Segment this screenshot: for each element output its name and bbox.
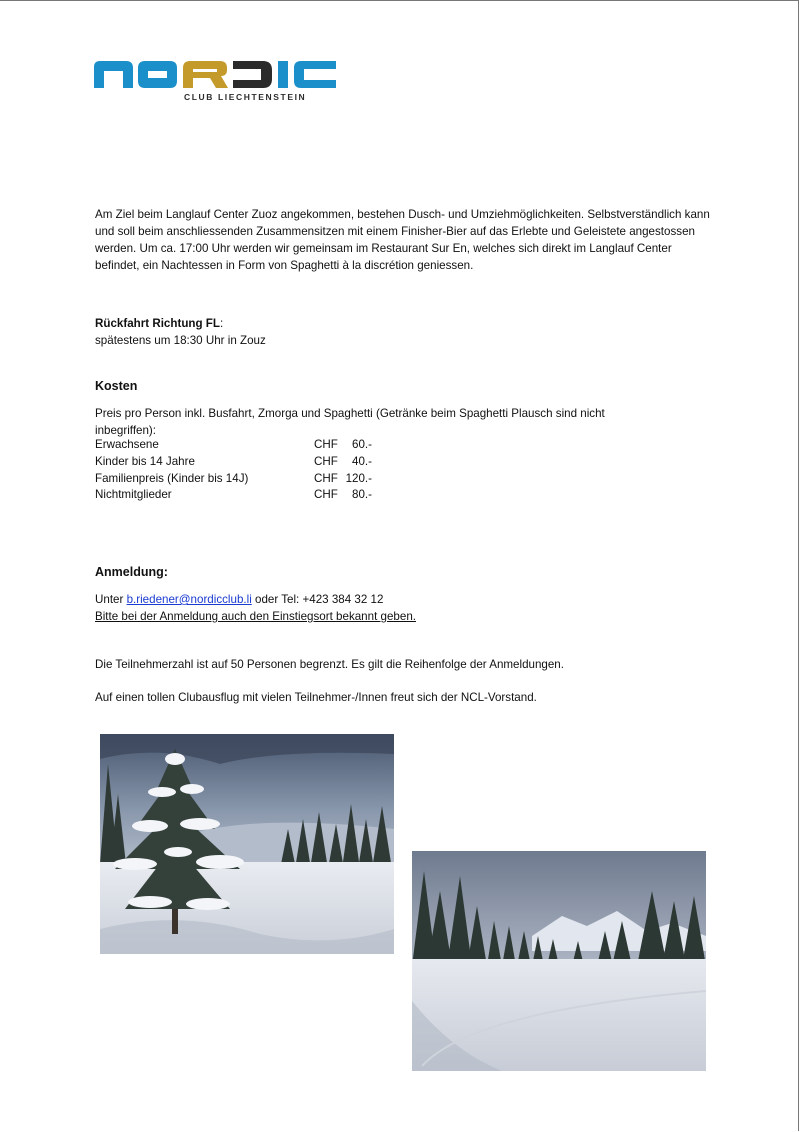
email-link[interactable]: b.riedener@nordicclub.li <box>126 593 252 606</box>
return-colon: : <box>219 317 224 330</box>
price-currency: CHF <box>314 472 338 485</box>
registration-heading: Anmeldung: <box>95 565 168 579</box>
return-text: spätestens um 18:30 Uhr in Zouz <box>95 334 266 347</box>
snow-tree-photo <box>100 734 394 954</box>
intro-paragraph: Am Ziel beim Langlauf Center Zuoz angekommen, bestehen Dusch- und Umziehmöglichkeiten. Selbstverständlich kann und soll beim anschliessenden Zusammensitzen mit einem Finisher-Bier auf das Erlebte und Geleistete angestossen werden. Um ca. 17:00 Uhr werden wir gemeinsam im Restaurant Sur En, welches sich direkt im Langlauf Center befindet, ein Nachtessen in Form von Spaghetti à la discrétion geniessen. <box>95 208 710 272</box>
return-info <box>95 315 266 349</box>
registration-phone: oder Tel: +423 384 32 12 <box>251 593 384 606</box>
costs-intro: Preis pro Person inkl. Busfahrt, Zmorga und Spaghetti (Getränke beim Spaghetti Plausch sind nicht inbegriffen): <box>95 407 605 437</box>
price-label: Erwachsene <box>95 438 159 451</box>
price-amount: 60.- <box>352 438 372 451</box>
price-label: Familienpreis (Kinder bis 14J) <box>95 472 249 485</box>
return-label: Rückfahrt Richtung FL <box>95 317 220 330</box>
snow-forest-photo <box>412 851 706 1071</box>
participant-limit: Die Teilnehmerzahl ist auf 50 Personen begrenzt. Es gilt die Reihenfolge der Anmeldungen. <box>95 658 564 671</box>
price-currency: CHF <box>314 488 338 501</box>
price-amount: 120.- <box>345 472 372 485</box>
registration-note: Bitte bei der Anmeldung auch den Einstiegsort bekannt geben. <box>95 610 416 623</box>
price-amount: 40.- <box>352 455 372 468</box>
registration-prefix: Unter <box>95 593 127 606</box>
costs-heading: Kosten <box>95 379 138 393</box>
logo-subtitle: CLUB LIECHTENSTEIN <box>184 92 307 102</box>
closing-text: Auf einen tollen Clubausflug mit vielen Teilnehmer-/Innen freut sich der NCL-Vorstand. <box>95 691 537 704</box>
price-amount: 80.- <box>352 488 372 501</box>
price-label: Kinder bis 14 Jahre <box>95 455 195 468</box>
price-currency: CHF <box>314 455 338 468</box>
registration-contact <box>95 591 416 625</box>
price-label: Nichtmitglieder <box>95 488 172 501</box>
price-currency: CHF <box>314 438 338 451</box>
